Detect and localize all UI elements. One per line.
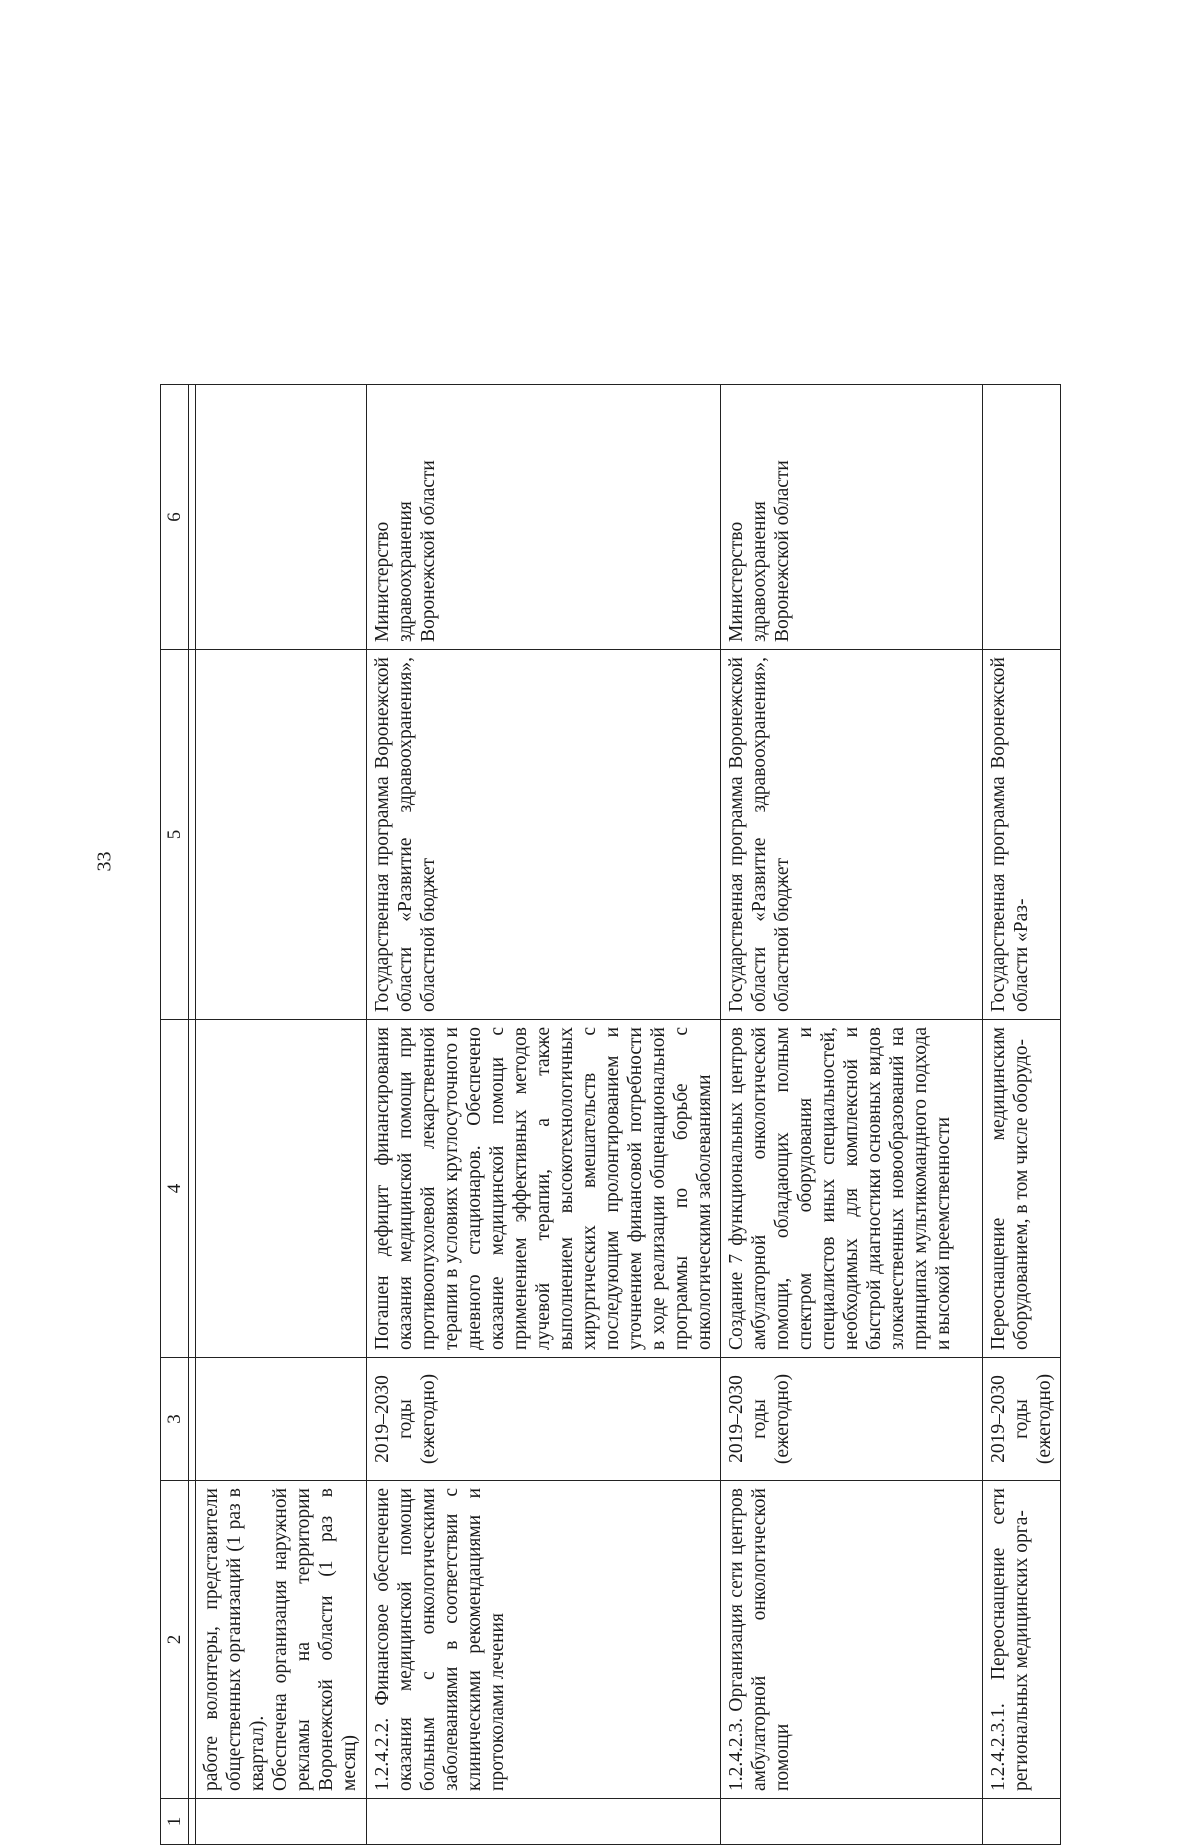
row-number-cell [983, 1799, 1061, 1845]
column-header-3: 3 [161, 1358, 189, 1481]
spacer-cell [189, 1799, 196, 1845]
source-cell: Государственная программа Воронежской области «Развитие здравоохранения», областной бюджет [367, 650, 721, 1020]
spacer-cell [189, 1481, 196, 1799]
page-number: 33 [93, 851, 116, 872]
row-number-cell [721, 1799, 983, 1845]
column-header-1: 1 [161, 1799, 189, 1845]
measure-cell: работе волонтеры, представители общественных организаций (1 раз в квартал). Обеспечена организация наружной рекламы на территории Воронежской области (1 раз в месяц) [196, 1481, 367, 1799]
responsible-cell [983, 385, 1061, 650]
spacer-cell [189, 650, 196, 1020]
column-header-6: 6 [161, 385, 189, 650]
column-header-2: 2 [161, 1481, 189, 1799]
period-cell: 2019–2030 годы (ежегодно) [721, 1358, 983, 1481]
row-number-cell [367, 1799, 721, 1845]
table-header-row [161, 385, 189, 1845]
row-number-cell [196, 1799, 367, 1845]
table-row [367, 385, 721, 1845]
result-cell [196, 1020, 367, 1358]
source-cell [196, 650, 367, 1020]
source-cell: Государственная программа Воронежской области «Раз- [983, 650, 1061, 1020]
measure-cell: 1.2.4.2.2. Финансовое обеспечение оказания медицинской помощи больным с онкологическими заболеваниями в соответствии с клиническими рекомендациями и протоколами лечения [367, 1481, 721, 1799]
spacer-cell [189, 385, 196, 650]
result-cell: Погашен дефицит финансирования оказания медицинской помощи при противоопухолевой лекарственной терапии в условиях круглосуточного и дневного стационаров. Обеспечено оказание медицинской помощи с применением эффективных методов лучевой терапии, а также выполнением высокотехнологичных хирургических вмешательств с последующим пролонгированием и уточнением финансовой потребности в ходе реализации общенациональной программы по борьбе с онкологическими заболеваниями [367, 1020, 721, 1358]
table-row [196, 385, 367, 1845]
responsible-cell: Министерство здравоохранения Воронежской области [721, 385, 983, 650]
result-cell: Переоснащение медицинским оборудованием, в том числе оборудо- [983, 1020, 1061, 1358]
measure-cell: 1.2.4.2.3.1. Переоснащение сети региональных медицинских орга- [983, 1481, 1061, 1799]
result-cell: Создание 7 функциональных центров амбулаторной онкологической помощи, обладающих полным спектром оборудования и специалистов иных специальностей, необходимых для комплексной и быстрой диагностики основных видов злокачественных новообразований на принципах мультикомандного подхода и высокой преемственности [721, 1020, 983, 1358]
column-header-5: 5 [161, 650, 189, 1020]
period-cell: 2019–2030 годы (ежегодно) [983, 1358, 1061, 1481]
measures-table [160, 384, 1061, 1845]
header-spacer-row [189, 385, 196, 1845]
spacer-cell [189, 1358, 196, 1481]
table-row [721, 385, 983, 1845]
period-cell: 2019–2030 годы (ежегодно) [367, 1358, 721, 1481]
responsible-cell: Министерство здравоохранения Воронежской области [367, 385, 721, 650]
period-cell [196, 1358, 367, 1481]
spacer-cell [189, 1020, 196, 1358]
table-row [983, 385, 1061, 1845]
measure-cell: 1.2.4.2.3. Организация сети центров амбулаторной онкологической помощи [721, 1481, 983, 1799]
source-cell: Государственная программа Воронежской области «Развитие здравоохранения», областной бюджет [721, 650, 983, 1020]
document-table-sheet [160, 385, 1070, 1845]
column-header-4: 4 [161, 1020, 189, 1358]
responsible-cell [196, 385, 367, 650]
